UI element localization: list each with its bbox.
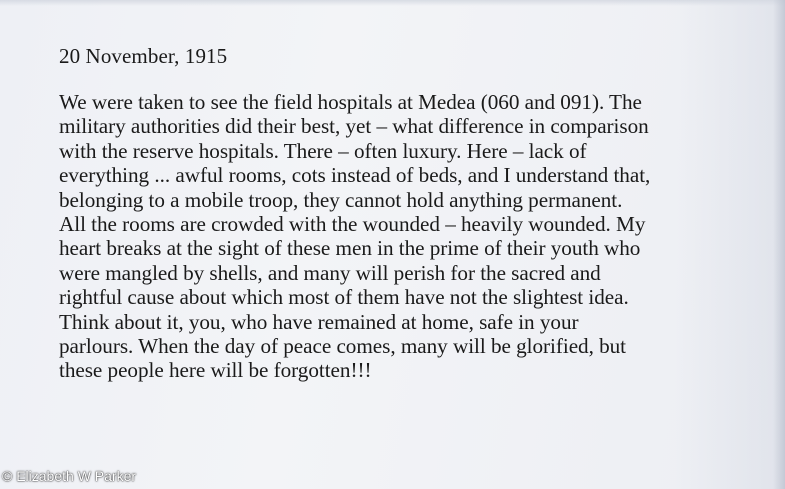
panel-right-edge [773,0,785,489]
body-line: were mangled by shells, and many will perish for the sacred and [59,260,601,285]
body-line: Think about it, you, who have remained at home, safe in your [59,309,579,334]
body-line: All the rooms are crowded with the wounded – heavily wounded. My [59,212,646,237]
body-line: We were taken to see the field hospitals at Medea (060 and 091). The [59,90,642,114]
body-line: everything ... awful rooms, cots instead of beds, and I understand that, [59,163,651,188]
text-panel [59,42,759,383]
body-line: these people here will be forgotten!!! [59,358,372,383]
body-line: military authorities did their best, yet – what difference in comparison [59,114,649,139]
entry-body [59,90,759,383]
panel-top-edge [0,0,785,6]
body-line: heart breaks at the sight of these men in the prime of their youth who [59,236,641,261]
entry-date: 20 November, 1915 [59,44,228,68]
body-line: with the reserve hospitals. There – often luxury. Here – lack of [59,138,587,163]
copyright-watermark: © Elizabeth W Parker [2,468,137,484]
body-line: parlours. When the day of peace comes, many will be glorified, but [59,334,627,359]
body-line: rightful cause about which most of them have not the slightest idea. [59,285,629,310]
body-line: belonging to a mobile troop, they cannot hold anything permanent. [59,187,623,212]
